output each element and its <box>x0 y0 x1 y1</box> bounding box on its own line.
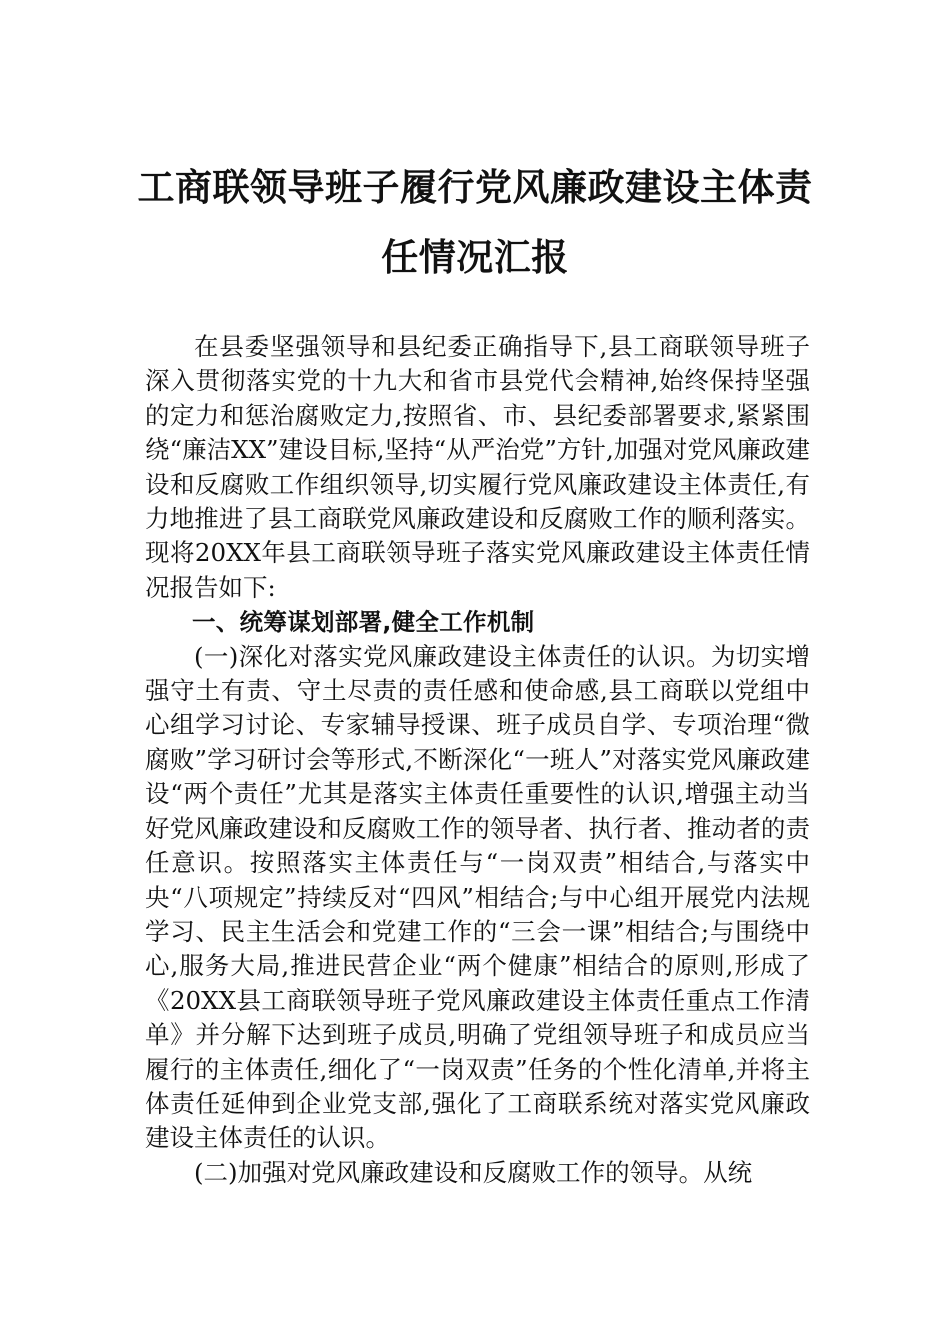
document-body <box>145 330 810 1190</box>
section-heading-1: 一、统筹谋划部署,健全工作机制 <box>192 608 535 637</box>
intro-paragraph: 在县委坚强领导和县纪委正确指导下,县工商联领导班子深入贯彻落实党的十九大和省市县党代会精神,始终保持坚强的定力和惩治腐败定力,按照省、市、县纪委部署要求,紧紧围绕“廉洁XX”建设目标,坚持“从严治党”方针,加强对党风廉政建设和反腐败工作组织领导,切实履行党风廉政建设主体责任,有力地推进了县工商联党风廉政建设和反腐败工作的顺利落实。现将20XX年县工商联领导班子落实党风廉政建设主体责任情况报告如下: <box>145 332 810 602</box>
subsection-paragraph-2 <box>145 1156 810 1190</box>
subsection-1-lead: (一)深化对落实党风廉政建设主体责任的认识。 <box>194 641 711 671</box>
subsection-paragraph-1 <box>145 640 810 1156</box>
subsection-1-body: 为切实增强守土有责、守土尽责的责任感和使命感,县工商联以党组中心组学习讨论、专家辅导授课、班子成员自学、专项治理“微腐败”学习研讨会等形式,不断深化“一班人”对落实党风廉政建设“两个责任”尤其是落实主体责任重要性的认识,增强主动当好党风廉政建设和反腐败工作的领导者、执行者、推动者的责任意识。按照落实主体责任与“一岗双责”相结合,与落实中央“八项规定”持续反对“四风”相结合;与中心组开展党内法规学习、民主生活会和党建工作的“三会一课”相结合;与围绕中心,服务大局,推进民营企业“两个健康”相结合的原则,形成了《20XX县工商联领导班子党风廉政建设主体责任重点工作清单》并分解下达到班子成员,明确了党组领导班子和成员应当履行的主体责任,细化了“一岗双责”任务的个性化清单,并将主体责任延伸到企业党支部,强化了工商联系统对落实党风廉政建设主体责任的认识。 <box>145 641 811 1153</box>
document-title-line-1: 工商联领导班子履行党风廉政建设主体责 <box>137 165 813 209</box>
subsection-2-lead: (二)加强对党风廉政建设和反腐败工作的领导。 <box>194 1157 704 1187</box>
document-title-line-2: 任情况汇报 <box>381 235 569 279</box>
subsection-2-body: 从统 <box>703 1157 753 1187</box>
